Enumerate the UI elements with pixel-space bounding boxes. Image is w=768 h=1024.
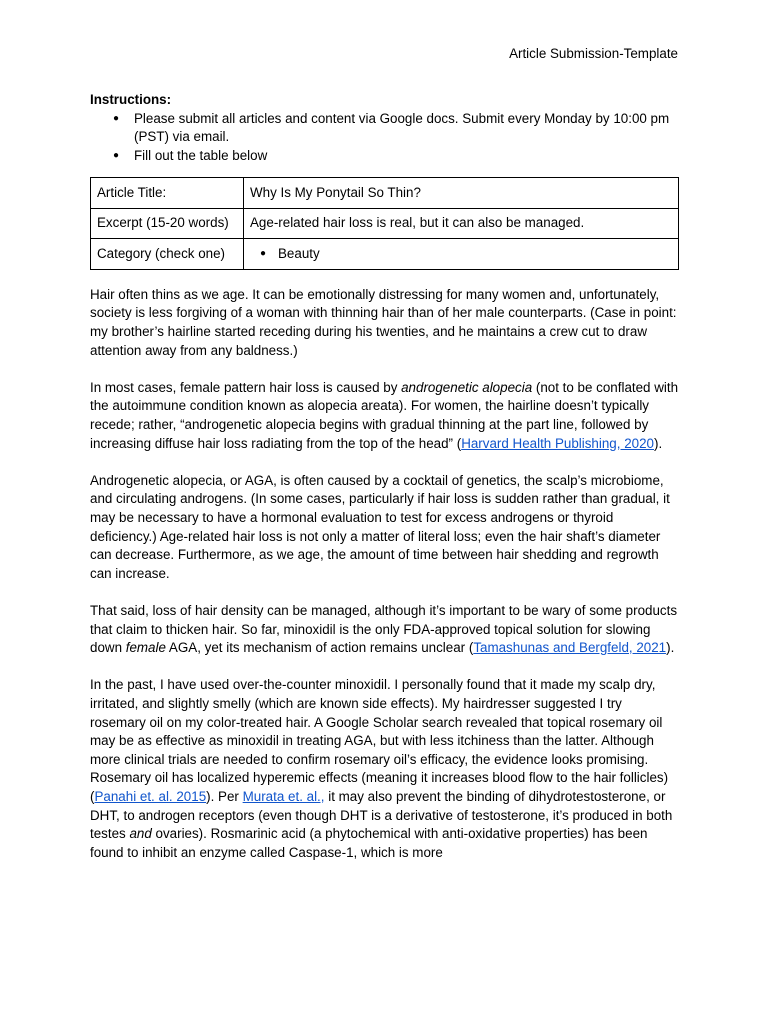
paragraph: Androgenetic alopecia, or AGA, is often caused by a cocktail of genetics, the scalp’s microbiome, and circulating androgens. (In some cases, particularly if hair loss is sudden rather than gradual, it may be necessary to have a hormonal evaluation to test for excess androgens or thyroid deficiency.) Age-related hair loss is not only a matter of literal loss; even the hair shaft’s diameter can decrease. Furthermore, as we age, the amount of time between hair shedding and regrowth can increase. — [90, 472, 670, 581]
table-row — [91, 208, 679, 239]
text-run: In most cases, female pattern hair loss is caused by — [90, 379, 402, 395]
citation-link[interactable]: Harvard Health Publishing, 2020 — [461, 435, 654, 451]
instructions-list — [90, 110, 679, 166]
paragraph — [90, 379, 679, 453]
title-value[interactable]: Why Is My Ponytail So Thin? — [244, 178, 679, 209]
italic-text: female — [125, 640, 166, 656]
submission-table — [90, 177, 679, 270]
text-run: it may also prevent the binding of dihydrotestosterone, or DHT, to androgen receptors (even though DHT is a derivative of testosterone, it’s produced in both testes — [90, 788, 673, 842]
citation-link[interactable]: Tamashunas and Bergfeld, 2021 — [473, 640, 667, 656]
text-run: AGA, yet its mechanism of action remains unclear ( — [165, 640, 474, 656]
instructions-title: Instructions: — [90, 92, 172, 107]
text-run: (not to be conflated with the autoimmune condition known as alopecia areata). For women, the hairline doesn’t typically recede; rather, “androgenetic alopecia begins with gradual thinning at the part line, followed by increasing diffuse hair loss radiating from the top of the head” ( — [90, 379, 679, 451]
italic-text: androgenetic alopecia — [401, 379, 533, 395]
paragraph: Hair often thins as we age. It can be emotionally distressing for many women and, unfortunately, society is less forgiving of a woman with thinning hair than of her male counterparts. (Case in point: my brother’s hairline started receding during his twenties, and he maintains a crew cut to draw attention away from any baldness.) — [90, 286, 677, 358]
text-run: ). — [653, 435, 663, 451]
citation-link[interactable]: Panahi et. al. 2015 — [94, 788, 207, 804]
table-row — [91, 178, 679, 209]
text-run: ). Per — [206, 788, 243, 804]
title-label: Article Title: — [91, 178, 244, 209]
text-run: ovaries). Rosmarinic acid (a phytochemical with anti-oxidative properties) has been found to inhibit an enzyme called Caspase-1, which is more — [90, 826, 648, 860]
excerpt-value[interactable]: Age-related hair loss is real, but it can also be managed. — [244, 208, 679, 239]
category-value: ● Beauty — [250, 245, 672, 264]
document-body — [90, 91, 679, 881]
paragraph — [90, 676, 679, 862]
table-row — [91, 239, 679, 270]
category-cell[interactable] — [244, 239, 679, 270]
instruction-item: ● Please submit all articles and content via Google docs. Submit every Monday by 10:00 pm (PST) via email. — [134, 110, 679, 147]
page-header: Article Submission-Template — [509, 46, 678, 61]
excerpt-label: Excerpt (15-20 words) — [91, 208, 244, 239]
paragraph — [90, 602, 679, 658]
text-run: ). — [666, 640, 675, 656]
text-run: In the past, I have used over-the-counter minoxidil. I personally found that it made my scalp dry, irritated, and slightly smelly (which are known side effects). My hairdresser suggested I try rosemary oil on my color-treated hair. A Google Scholar search revealed that topical rosemary oil may be as effective as minoxidil in treating AGA, but with less itchiness than the latter. Although more clinical trials are needed to confirm rosemary oil’s efficacy, the evidence looks promising. Rosemary oil has localized hyperemic effects (meaning it increases blood flow to the hair follicles) ( — [90, 677, 669, 804]
instruction-item: ● Fill out the table below — [134, 147, 679, 166]
italic-text: and — [129, 826, 152, 842]
citation-link[interactable]: Murata et. al., — [242, 788, 325, 804]
category-label: Category (check one) — [91, 239, 244, 270]
text-run: That said, loss of hair density can be managed, although it’s important to be wary of some products that claim to thicken hair. So far, minoxidil is the only FDA-approved topical solution for slowing down — [90, 602, 678, 656]
